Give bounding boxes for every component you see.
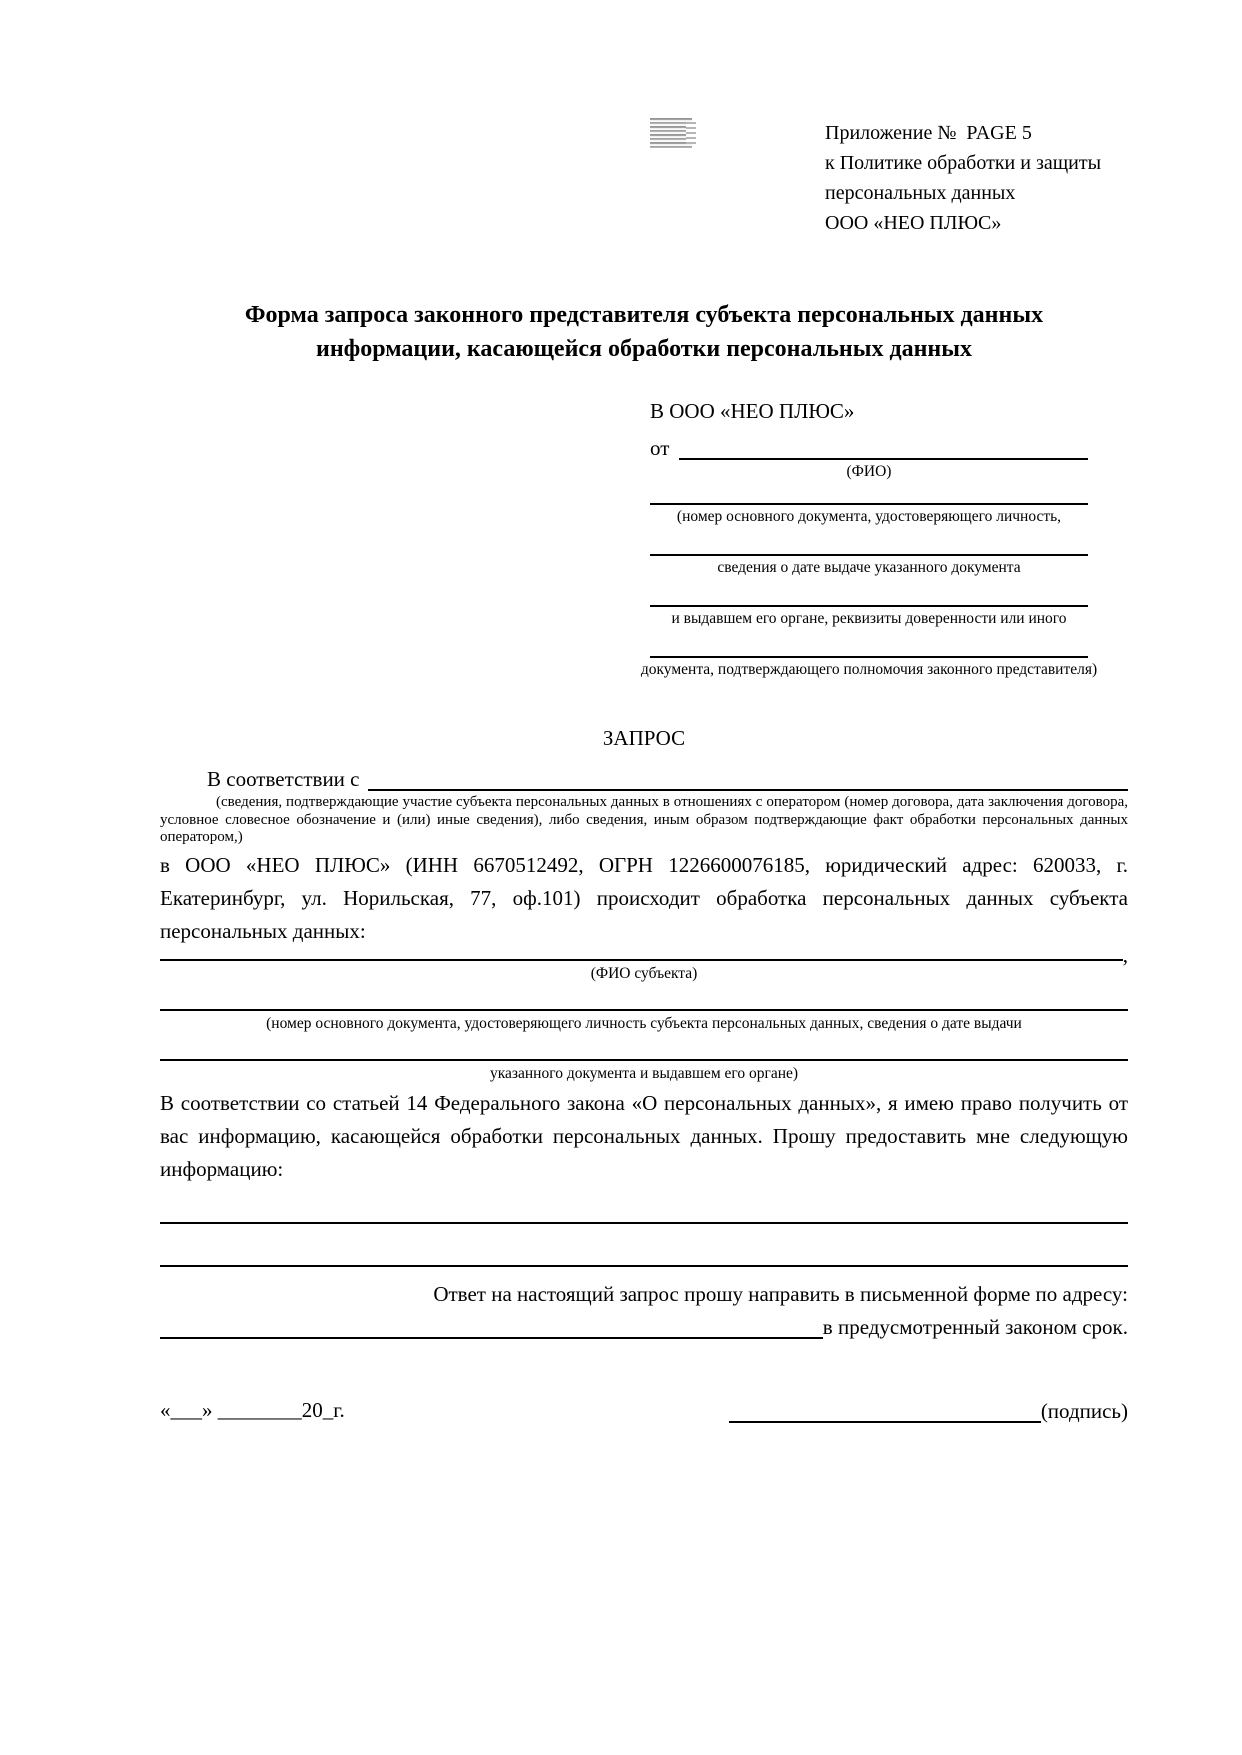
subject-fio-caption	[160, 964, 1128, 983]
issue-date-blank-field	[650, 526, 1088, 556]
addressee-company: В ООО «НЕО ПЛЮС»	[650, 399, 855, 423]
fio-caption	[650, 462, 1088, 481]
authority-doc-caption-text: документа, подтверждающего полномочия законного представителя)	[640, 661, 1098, 678]
response-address-blank-field	[160, 1337, 823, 1339]
representative-fio-blank-field	[679, 458, 1088, 460]
title-line-1: Форма запроса законного представителя субъекта персональных данных	[244, 302, 1044, 328]
issue-date-caption	[650, 558, 1088, 577]
subject-fio-comma: ,	[1122, 942, 1128, 967]
subject-fio-blank-field	[160, 959, 1123, 961]
date-field: «___» ________20_г.	[160, 1397, 345, 1422]
subject-fio-row	[160, 942, 1128, 967]
doc-number-blank-field	[650, 481, 1088, 505]
article-paragraph: В соответствии со статьей 14 Федерального закона «О персональных данных», я имею право получить от вас информацию, касающейся обработки персональных данных. Прошу предоставить мне следующую информацию:	[160, 1090, 1128, 1181]
issuing-authority-caption-text: и выдавшем его органе, реквизиты доверенности или иного	[671, 610, 1067, 627]
appendix-company-line: ООО «НЕО ПЛЮС»	[825, 212, 1002, 234]
date-signature-row	[160, 1397, 1128, 1423]
subject-doc-authority-caption-text: указанного документа и выдавшем его органе)	[489, 1064, 799, 1082]
appendix-policy-line-2: персональных данных	[825, 182, 1016, 204]
striped-lines-icon	[650, 118, 692, 148]
issuing-authority-caption	[650, 609, 1088, 628]
doc-number-caption	[650, 507, 1088, 526]
page-header	[160, 118, 1128, 240]
subject-doc-blank-field	[160, 983, 1128, 1011]
subject-doc-caption-text: (номер основного документа, удостоверяющего личность субъекта персональных данных, сведения о дате выдачи	[266, 1014, 1022, 1032]
doc-number-caption-text: (номер основного документа, удостоверяющего личность,	[676, 508, 1062, 525]
authority-doc-blank-field	[650, 628, 1088, 658]
accordance-label: В соответствии с	[207, 767, 360, 791]
document-title	[160, 298, 1128, 366]
accordance-blank-field	[368, 789, 1129, 791]
signature-group	[729, 1399, 1128, 1423]
fio-caption-text: (ФИО)	[846, 463, 892, 480]
subject-doc-caption	[160, 1014, 1128, 1033]
authority-doc-caption	[640, 660, 1098, 679]
accordance-note: (сведения, подтверждающие участие субъекта персональных данных в отношениях с оператором (номер договора, дата заключения договора, условное словесное обозначение и (или) иные сведения), либо сведения, иным образом подтверждающие факт обработки персональных данных оператором,)	[160, 794, 1128, 845]
appendix-block	[825, 118, 1128, 238]
issue-date-caption-text: сведения о дате выдаче указанного документа	[717, 559, 1021, 576]
subject-doc-authority-blank-field	[160, 1033, 1128, 1061]
operator-paragraph: в ООО «НЕО ПЛЮС» (ИНН 6670512492, ОГРН 1226600076185, юридический адрес: 620033, г. Екатеринбург, ул. Норильская, 77, оф.101) происходит обработка персональных данных субъекта персональных данных:	[160, 852, 1128, 943]
appendix-policy-line: к Политике обработки и защиты	[825, 152, 1102, 174]
title-line-2: информации, касающейся обработки персональных данных	[316, 336, 972, 362]
subject-doc-authority-caption	[160, 1064, 1128, 1083]
appendix-number-line: Приложение № PAGE 5	[825, 122, 1032, 144]
addressee-block	[640, 398, 1098, 679]
requested-info-blank-field-2	[160, 1265, 1128, 1267]
accordance-row	[160, 763, 1128, 791]
issuing-authority-blank-field	[650, 577, 1088, 607]
response-address-row	[160, 1313, 1128, 1339]
signature-blank-field	[729, 1401, 1041, 1423]
legal-term-text: в предусмотренный законом срок.	[822, 1314, 1128, 1339]
answer-request-line: Ответ на настоящий запрос прошу направить в письменной форме по адресу:	[433, 1281, 1128, 1306]
from-label: от	[650, 436, 670, 460]
request-heading: ЗАПРОС	[602, 726, 686, 750]
from-row	[650, 434, 1088, 460]
signature-caption: (подпись)	[1040, 1398, 1128, 1423]
requested-info-blank-field-1	[160, 1222, 1128, 1224]
subject-fio-caption-text: (ФИО субъекта)	[590, 964, 698, 982]
